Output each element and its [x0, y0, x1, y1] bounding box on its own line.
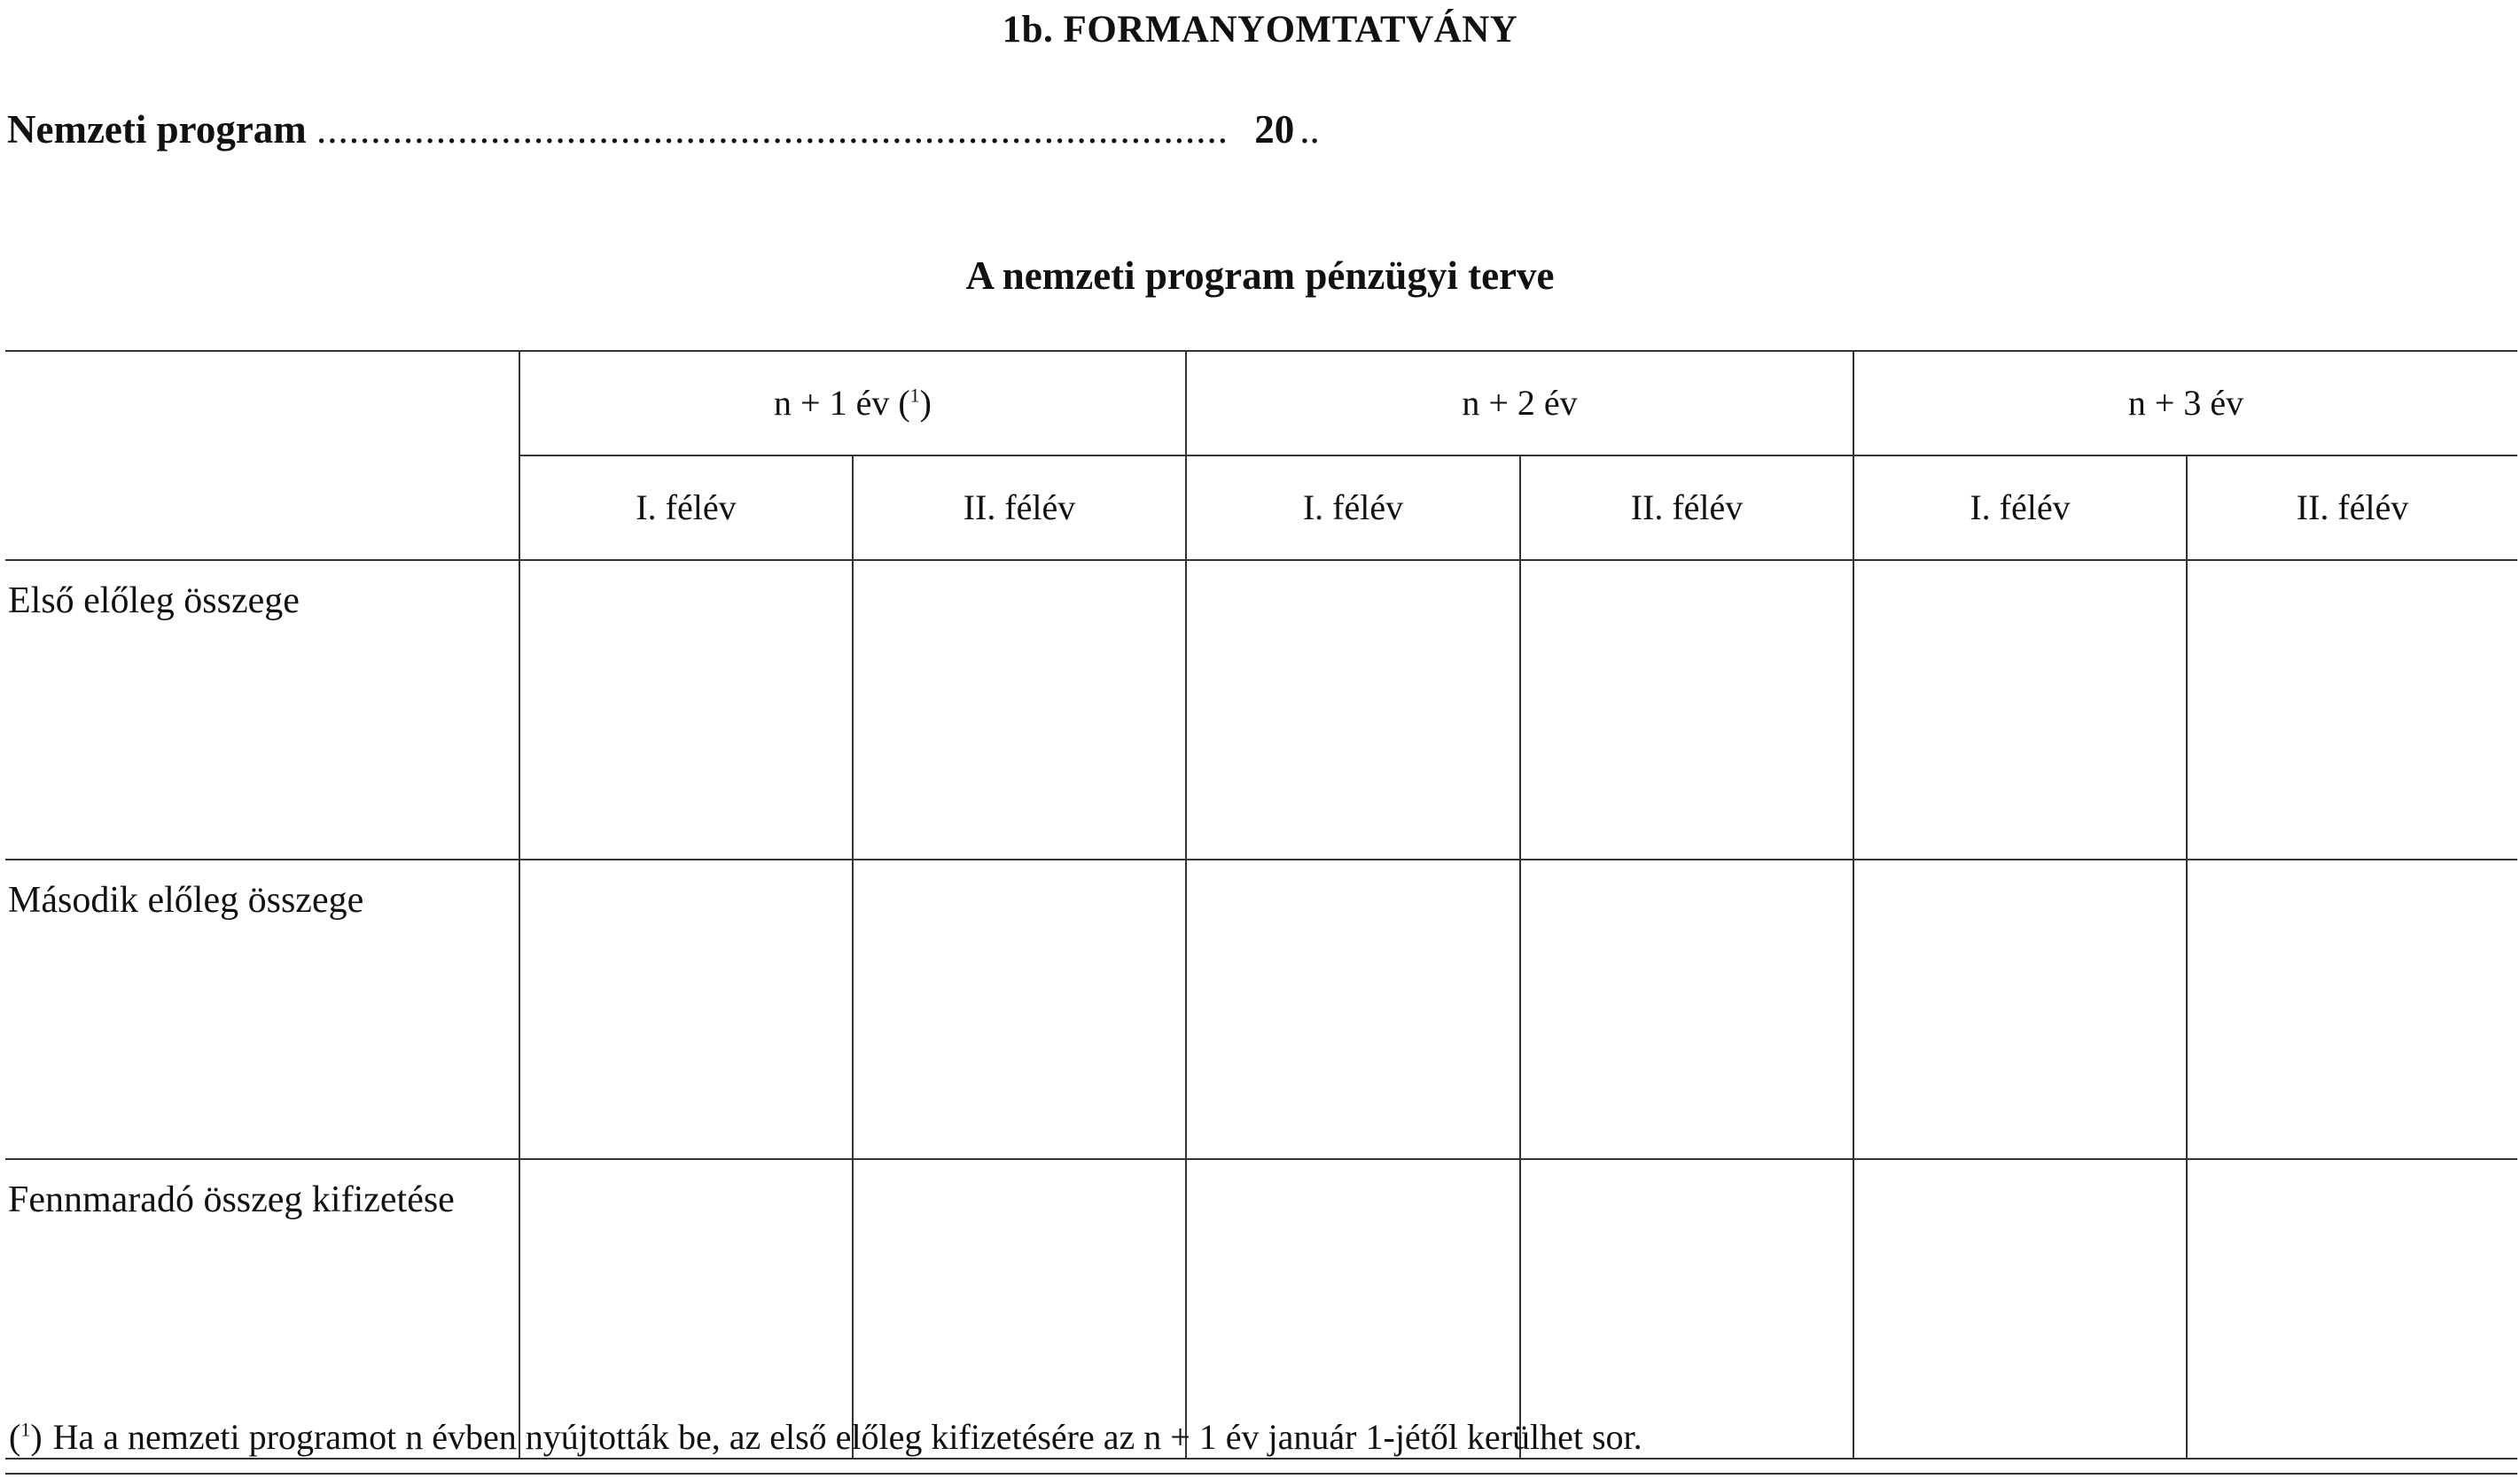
- year-header-row: [5, 351, 2517, 455]
- year-header-n1: [519, 351, 1186, 455]
- semester-header: I. félév: [1186, 455, 1520, 560]
- amount-cell[interactable]: [1520, 860, 1853, 1159]
- year-header-n3: n + 3 év: [1853, 351, 2517, 455]
- amount-cell[interactable]: [1853, 560, 2187, 860]
- footnote-ref: 1: [909, 384, 920, 407]
- program-line: [7, 105, 1320, 154]
- amount-cell[interactable]: [1520, 1159, 1853, 1459]
- footnote-text: Ha a nemzeti programot n évben nyújtották be, az első előleg kifizetésére az n + 1 év január 1-jétől kerülhet sor.: [52, 1417, 1642, 1457]
- amount-cell[interactable]: [853, 560, 1186, 860]
- footnote: [9, 1415, 2517, 1460]
- amount-cell[interactable]: [1853, 860, 2187, 1159]
- semester-header: I. félév: [1853, 455, 2187, 560]
- amount-cell[interactable]: [519, 1159, 853, 1459]
- table-row-second-advance: [5, 860, 2517, 1159]
- bottom-rule: [5, 1473, 2517, 1475]
- corner-cell: [5, 351, 519, 560]
- row-label: Első előleg összege: [5, 560, 519, 860]
- amount-cell[interactable]: [853, 1159, 1186, 1459]
- semester-header: II. félév: [853, 455, 1186, 560]
- amount-cell[interactable]: [853, 860, 1186, 1159]
- row-label: Fennmaradó összeg kifizetése: [5, 1159, 519, 1459]
- year-header-label: n + 1 év (: [774, 383, 910, 423]
- table-title: A nemzeti program pénzügyi terve: [965, 253, 1555, 298]
- table-row-remaining-payment: [5, 1159, 2517, 1459]
- footnote-marker-number: 1: [20, 1418, 31, 1441]
- program-label: Nemzeti program: [7, 107, 307, 152]
- financial-plan-table: [5, 350, 2517, 1460]
- semester-header: II. félév: [1520, 455, 1853, 560]
- amount-cell[interactable]: [1853, 1159, 2187, 1459]
- row-label: Második előleg összege: [5, 860, 519, 1159]
- amount-cell[interactable]: [1186, 860, 1520, 1159]
- amount-cell[interactable]: [519, 560, 853, 860]
- footnote-close-paren: ): [30, 1417, 43, 1457]
- program-year-prefix: 20: [1254, 107, 1295, 152]
- amount-cell[interactable]: [2187, 860, 2517, 1159]
- amount-cell[interactable]: [2187, 1159, 2517, 1459]
- year-header-label-suffix: ): [919, 383, 932, 423]
- semester-header: II. félév: [2187, 455, 2517, 560]
- footnote-open-paren: (: [9, 1417, 21, 1457]
- footnote-marker: [9, 1417, 43, 1457]
- amount-cell[interactable]: [1520, 560, 1853, 860]
- amount-cell[interactable]: [1186, 560, 1520, 860]
- table-row-first-advance: [5, 560, 2517, 860]
- semester-header: I. félév: [519, 455, 853, 560]
- amount-cell[interactable]: [519, 860, 853, 1159]
- program-year-fill-dots[interactable]: ..: [1299, 107, 1320, 152]
- form-title: 1b. FORMANYOMTATVÁNY: [1002, 9, 1518, 51]
- amount-cell[interactable]: [2187, 560, 2517, 860]
- program-name-fill-dots[interactable]: ....................................................................................: [316, 107, 1229, 152]
- year-header-n2: n + 2 év: [1186, 351, 1853, 455]
- amount-cell[interactable]: [1186, 1159, 1520, 1459]
